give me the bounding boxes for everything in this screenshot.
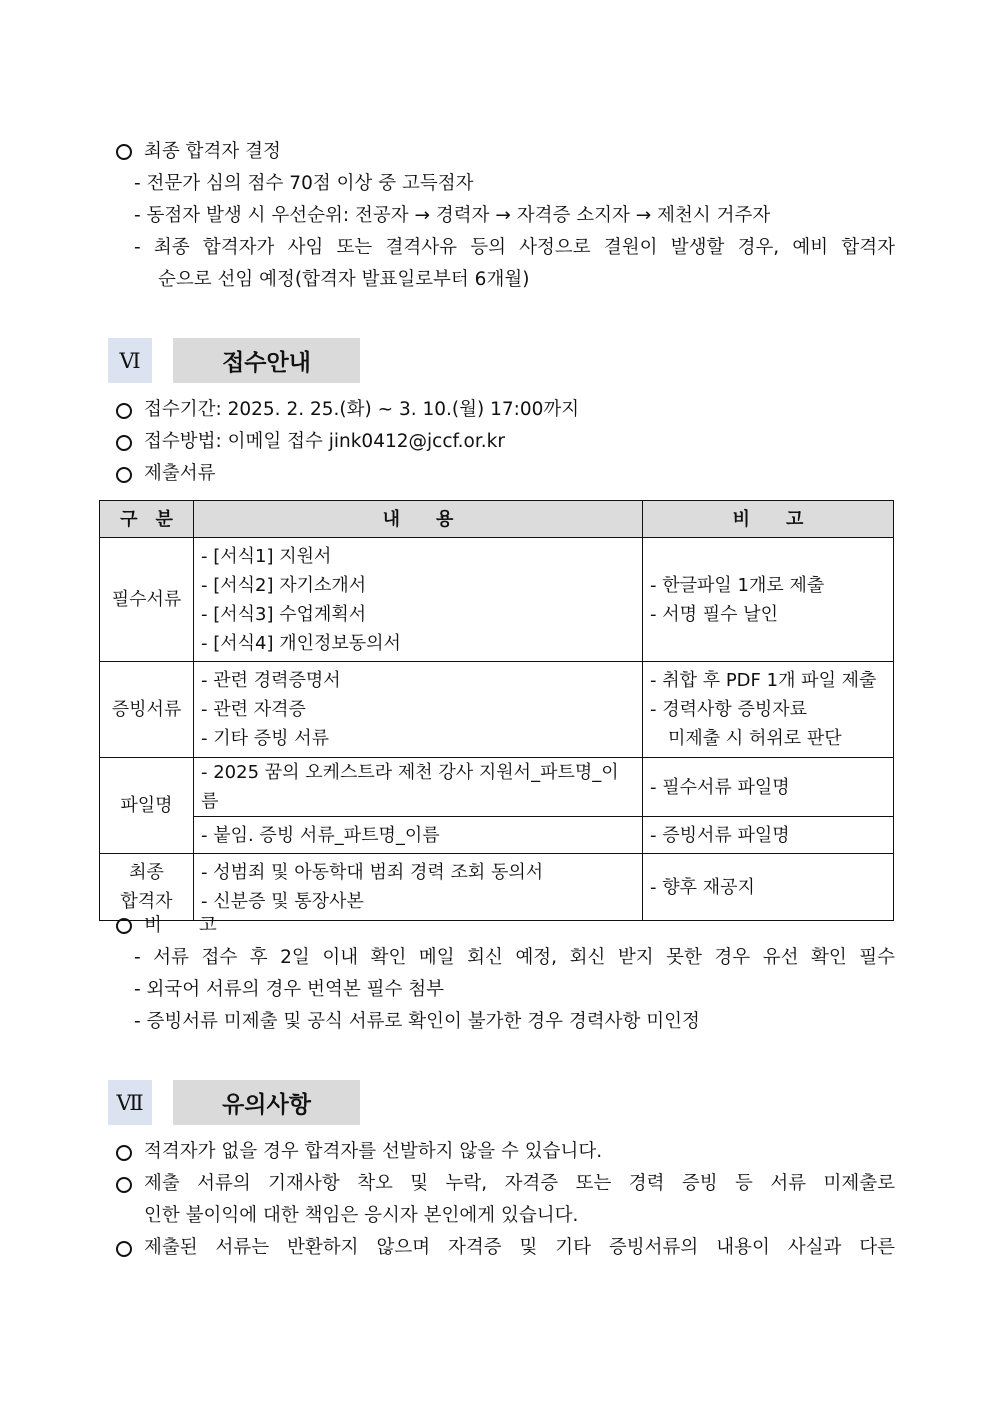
selection-item: - 전문가 심의 점수 70점 이상 중 고득점자 (134, 173, 474, 194)
header-content: 내 용 (194, 501, 643, 538)
row-content (194, 538, 643, 662)
circle-bullet-icon (116, 1177, 132, 1193)
content-line: - [서식4] 개인정보동의서 (201, 632, 401, 654)
table-row (100, 817, 894, 854)
circle-bullet-icon (116, 144, 132, 160)
notice-item: 제출된 서류는 반환하지 않으며 자격증 및 기타 증빙서류의 내용이 사실과 다른 (144, 1237, 895, 1258)
circle-bullet-icon (116, 918, 132, 934)
table-row (100, 538, 894, 662)
table-row (100, 854, 894, 921)
content-line: - 성범죄 및 아동학대 범죄 경력 조회 동의서 (201, 862, 544, 883)
content-line: - 기타 증빙 서류 (201, 728, 329, 749)
table-row (100, 758, 894, 817)
notice-item: 제출 서류의 기재사항 착오 및 누락, 자격증 또는 경력 증빙 등 서류 미제출로 (144, 1173, 895, 1194)
notice-item-continued: 인한 불이익에 대한 책임은 응시자 본인에게 있습니다. (144, 1205, 579, 1226)
circle-bullet-icon (116, 435, 132, 451)
selection-item: - 동점자 발생 시 우선순위: 전공자 → 경력자 → 자격증 소지자 → 제천시 거주자 (134, 205, 771, 226)
section-number: Ⅶ (108, 1080, 152, 1125)
section-title: 유의사항 (173, 1080, 360, 1125)
remarks-item: - 증빙서류 미제출 및 공식 서류로 확인이 불가한 경우 경력사항 미인정 (134, 1011, 700, 1032)
category-line: 최종 (129, 862, 164, 883)
note-line: - 서명 필수 날인 (650, 603, 778, 625)
circle-bullet-icon (116, 467, 132, 483)
row-category: 증빙서류 (100, 662, 194, 758)
table-header-row (100, 501, 894, 538)
circle-bullet-icon (116, 1145, 132, 1161)
note-line: - 취합 후 PDF 1개 파일 제출 (650, 670, 877, 691)
row-note: - 향후 재공지 (643, 854, 894, 921)
row-note (643, 538, 894, 662)
row-note: - 필수서류 파일명 (643, 758, 894, 817)
section-number: Ⅵ (108, 338, 152, 383)
receipt-period: 접수기간: 2025. 2. 25.(화) ~ 3. 10.(월) 17:00까지 (144, 399, 580, 420)
documents-table (99, 500, 894, 921)
row-note: - 증빙서류 파일명 (643, 817, 894, 854)
section-title: 접수안내 (173, 338, 360, 383)
note-line: - 한글파일 1개로 제출 (650, 574, 825, 596)
row-content (194, 854, 643, 921)
selection-item-continued: 순으로 선임 예정(합격자 발표일로부터 6개월) (158, 269, 530, 290)
note-line: - 경력사항 증빙자료 (650, 699, 808, 720)
row-content: - 붙임. 증빙 서류_파트명_이름 (194, 817, 643, 854)
submission-docs-label: 제출서류 (144, 463, 216, 484)
note-line: 미제출 시 허위로 판단 (668, 728, 842, 749)
remarks-item: - 서류 접수 후 2일 이내 확인 메일 회신 예정, 회신 받지 못한 경우 유선 확인 필수 (134, 947, 895, 968)
remarks-heading: 비 고 (144, 915, 217, 936)
table-row (100, 662, 894, 758)
content-line: - 관련 자격증 (201, 699, 306, 720)
content-line: - [서식1] 지원서 (201, 545, 332, 567)
content-line: - [서식3] 수업계획서 (201, 603, 367, 625)
selection-heading: 최종 합격자 결정 (144, 141, 281, 162)
circle-bullet-icon (116, 1241, 132, 1257)
row-category: 파일명 (100, 758, 194, 854)
header-note: 비 고 (643, 501, 894, 538)
row-note (643, 662, 894, 758)
row-content (194, 662, 643, 758)
row-content: - 2025 꿈의 오케스트라 제천 강사 지원서_파트명_이름 (194, 758, 643, 817)
receipt-method: 접수방법: 이메일 접수 jink0412@jccf.or.kr (144, 431, 505, 452)
content-line: - 관련 경력증명서 (201, 670, 341, 691)
selection-item: - 최종 합격자가 사임 또는 결격사유 등의 사정으로 결원이 발생할 경우, 예비 합격자 (134, 237, 895, 258)
row-category: 필수서류 (100, 538, 194, 662)
remarks-item: - 외국어 서류의 경우 번역본 필수 첨부 (134, 979, 445, 1000)
content-line: - [서식2] 자기소개서 (201, 574, 367, 596)
row-category (100, 854, 194, 921)
category-line: 합격자 (120, 891, 173, 912)
notice-item: 적격자가 없을 경우 합격자를 선발하지 않을 수 있습니다. (144, 1141, 603, 1162)
header-category: 구 분 (100, 501, 194, 538)
circle-bullet-icon (116, 403, 132, 419)
content-line: - 신분증 및 통장사본 (201, 891, 364, 912)
